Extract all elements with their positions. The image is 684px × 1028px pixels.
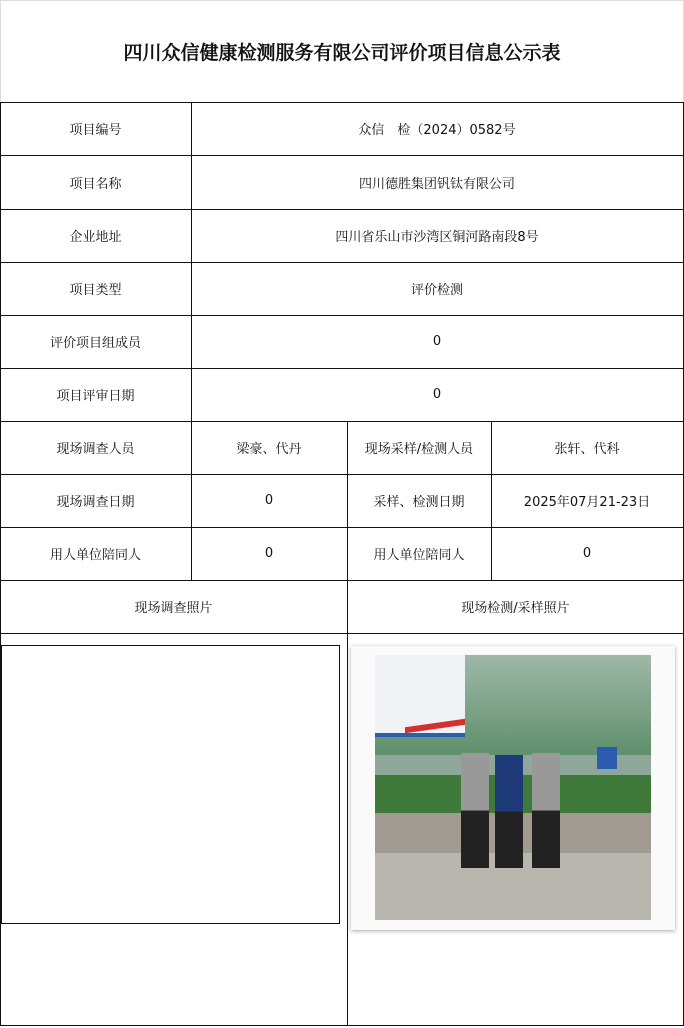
row-label: 现场采样/检测人员 [364,442,474,457]
row-value: 0 [432,387,442,402]
row-label: 现场调查日期 [56,495,135,510]
table-border [0,633,684,634]
table-border [0,1025,684,1026]
sampling-photo [351,646,675,930]
row-label: 采样、检测日期 [373,495,465,510]
table-border [0,315,684,316]
row-value: 2025年07月21-23日 [523,495,651,510]
table-border [0,102,684,103]
table-border [0,368,684,369]
table-border [0,421,684,422]
survey-photo-placeholder [1,645,340,924]
row-value: 梁豪、代丹 [236,442,302,457]
sampling-photo-header: 现场检测/采样照片 [461,601,570,616]
table-border [0,262,684,263]
row-value: 0 [264,546,274,561]
row-value: 四川省乐山市沙湾区铜河路南段8号 [335,230,539,245]
row-label: 现场调查人员 [56,442,135,457]
table-border [0,209,684,210]
row-value: 众信 检（2024）0582号 [358,123,516,138]
row-label: 项目类型 [69,283,122,298]
row-value: 四川德胜集团钒钛有限公司 [358,176,515,192]
row-label: 项目编号 [69,123,122,138]
row-value: 0 [582,546,592,561]
row-value: 0 [432,334,442,349]
table-border [0,527,684,528]
survey-photo-header: 现场调查照片 [134,601,213,616]
page-title: 四川众信健康检测服务有限公司评价项目信息公示表 [0,0,684,102]
table-border [191,102,192,580]
table-border [0,474,684,475]
row-value: 评价检测 [410,283,463,298]
table-border [347,421,348,1026]
row-value: 0 [264,493,274,508]
row-value: 张轩、代科 [554,442,620,457]
table-border [0,580,684,581]
row-label: 项目名称 [69,176,122,192]
row-label: 评价项目组成员 [49,336,141,351]
table-border [491,421,492,580]
row-label: 项目评审日期 [56,389,135,404]
table-border [0,155,684,156]
row-label: 用人单位陪同人 [373,548,465,563]
row-label: 用人单位陪同人 [49,548,141,563]
row-label: 企业地址 [69,230,122,245]
table-border [0,102,1,1026]
